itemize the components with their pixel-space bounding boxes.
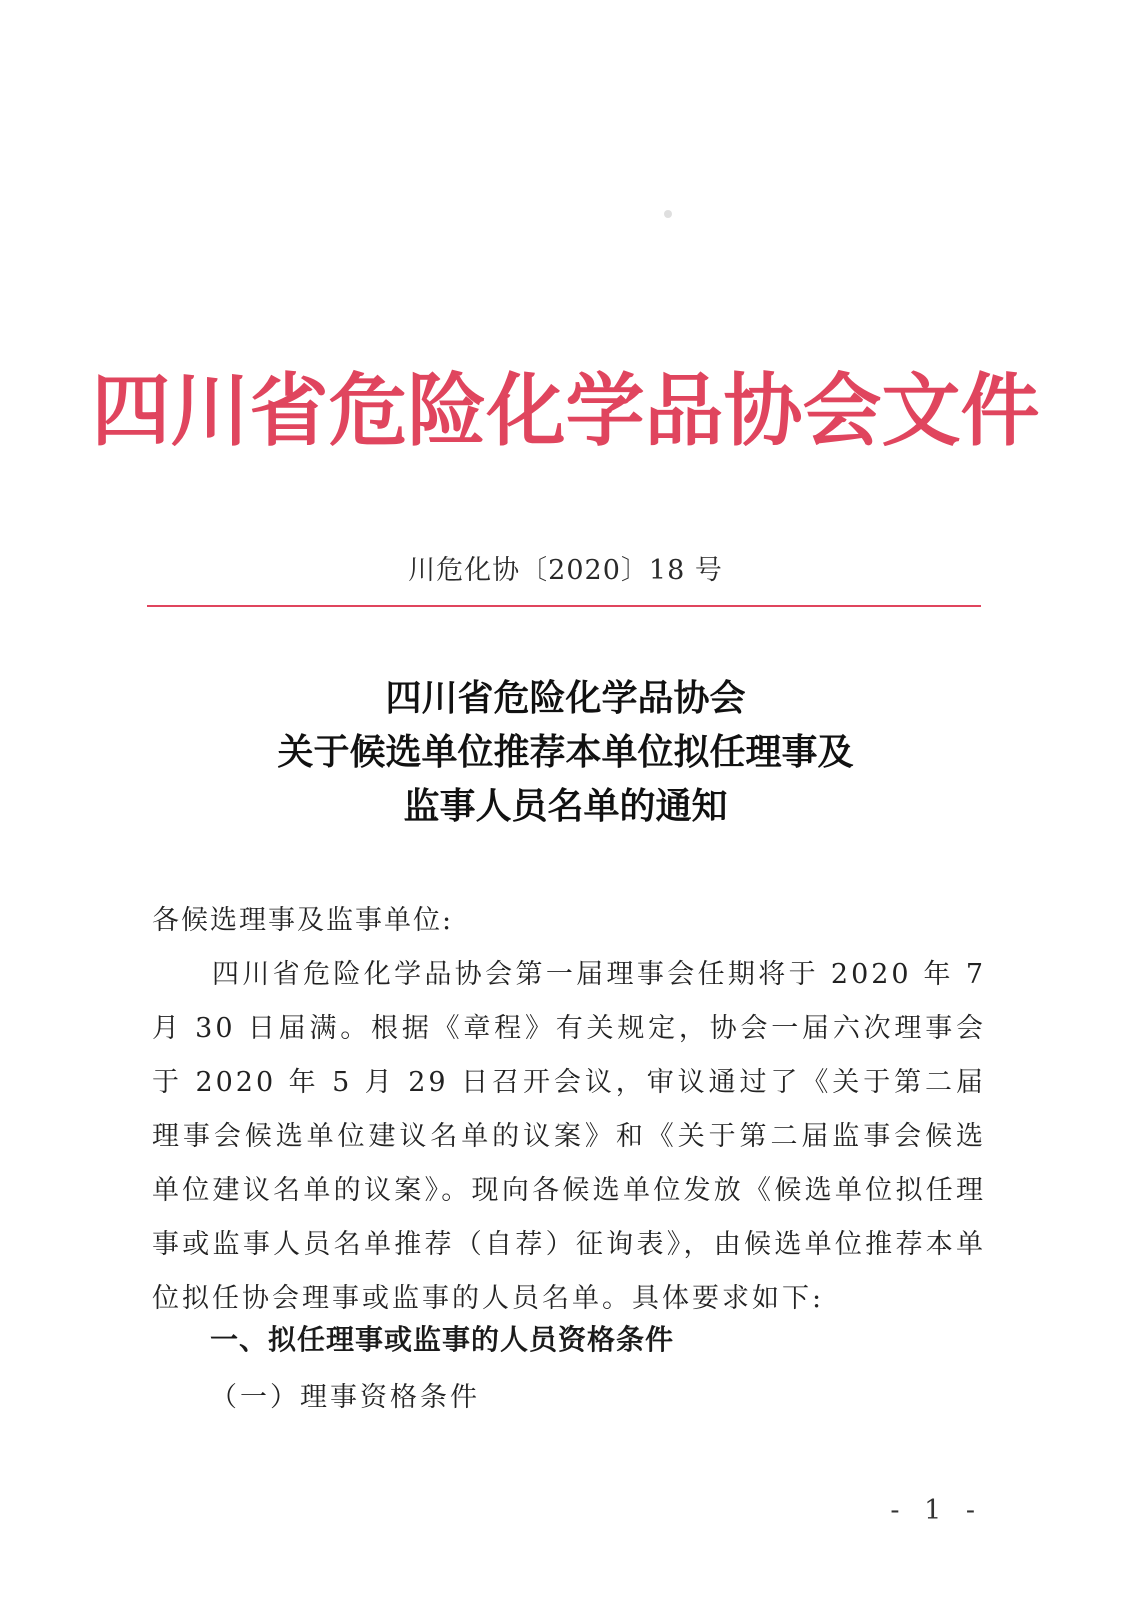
- salutation: 各候选理事及监事单位:: [152, 905, 454, 936]
- document-number: 川危化协〔2020〕18 号: [408, 555, 723, 586]
- red-divider-line: [147, 605, 981, 607]
- notice-title: [0, 672, 1131, 834]
- scan-speck: [664, 210, 672, 218]
- masthead-title: 四川省危险化学品协会文件: [91, 365, 1040, 457]
- page-number: - 1 -: [890, 1495, 983, 1526]
- section-subheading: （一）理事资格条件: [210, 1382, 480, 1413]
- title-line-3: 监事人员名单的通知: [403, 786, 728, 827]
- title-line-2: 关于候选单位推荐本单位拟任理事及: [277, 732, 854, 773]
- body-paragraph: 四川省危险化学品协会第一届理事会任期将于 2020 年 7 月 30 日届满。根据《章程》有关规定，协会一届六次理事会于 2020 年 5 月 29 日召开会议，审议通过了《关于第二届理事会候选单位建议名单的议案》和《关于第二届监事会候选单位建议名单的议案》。现向各候选单位发放《候选单位拟任理事或监事人员名单推荐（自荐）征询表》，由候选单位推荐本单位拟任协会理事或监事的人员名单。具体要求如下:: [152, 959, 986, 1314]
- title-line-1: 四川省危险化学品协会: [385, 678, 746, 719]
- section-heading: 一、拟任理事或监事的人员资格条件: [210, 1323, 675, 1356]
